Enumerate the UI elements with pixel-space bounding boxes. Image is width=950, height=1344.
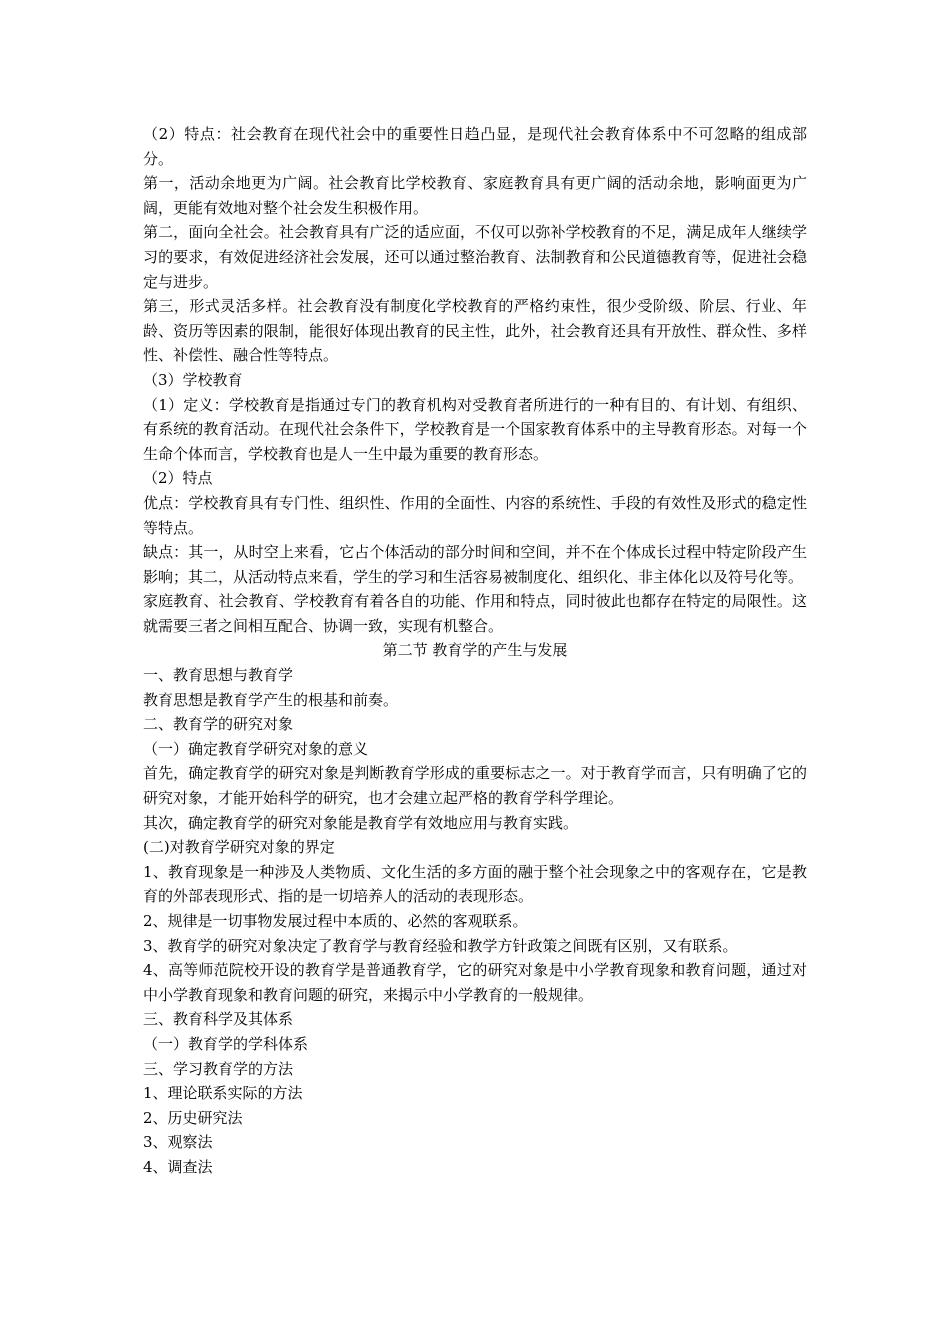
paragraph-first: 第一，活动余地更为广阔。社会教育比学校教育、家庭教育具有更广阔的活动余地，影响面更为广阔，更能有效地对整个社会发生积极作用。 <box>143 174 807 217</box>
paragraph-integration: 家庭教育、社会教育、学校教育有着各自的功能、作用和特点，同时彼此也都存在特定的局限性。这就需要三者之间相互配合、协调一致，实现有机整合。 <box>143 592 807 635</box>
subheading-features: （2）特点 <box>143 469 213 488</box>
paragraph-secondly: 其次，确定教育学的研究对象能是教育学有效地应用与教育实践。 <box>143 813 579 832</box>
paragraph-firstly: 首先，确定教育学的研究对象是判断教育学形成的重要标志之一。对于教育学而言，只有明确了它的研究对象，才能开始科学的研究，也才会建立起严格的教育学科学理论。 <box>143 764 807 808</box>
subheading-school-education: （3）学校教育 <box>143 370 243 389</box>
list-item-1: 1、教育现象是一种涉及人类物质、文化生活的多方面的融于整个社会现象之中的客观存在，它是教育的外部表现形式、指的是一切培养人的活动的表现形态。 <box>143 862 807 906</box>
method-item-3: 3、观察法 <box>143 1133 213 1152</box>
subheading-definition-object: (二)对教育学研究对象的界定 <box>143 838 335 857</box>
list-item-3: 3、教育学的研究对象决定了教育学与教育经验和教学方针政策之间既有区别，又有联系。 <box>143 936 738 955</box>
list-item-4: 4、高等师范院校开设的教育学是普通教育学，它的研究对象是中小学教育现象和教育问题，通过对中小学教育现象和教育问题的研究，来揭示中小学教育的一般规律。 <box>143 961 807 1004</box>
section-title: 第二节 教育学的产生与发展 <box>382 641 568 660</box>
method-item-2: 2、历史研究法 <box>143 1108 243 1127</box>
paragraph-disadvantages: 缺点：其一，从时空上来看，它占个体活动的部分时间和空间，并不在个体成长过程中特定阶段产生影响；其二，从活动特点来看，学生的学习和生活容易被制度化、组织化、非主体化以及符号化等。 <box>143 543 807 586</box>
heading-research-object: 二、教育学的研究对象 <box>143 715 294 734</box>
subheading-significance: （一）确定教育学研究对象的意义 <box>143 739 369 758</box>
paragraph-education-thought: 教育思想是教育学产生的根基和前奏。 <box>143 690 399 709</box>
method-item-4: 4、调查法 <box>143 1157 213 1176</box>
method-item-1: 1、理论联系实际的方法 <box>143 1084 303 1103</box>
list-item-2: 2、规律是一切事物发展过程中本质的、必然的客观联系。 <box>143 912 528 930</box>
heading-education-thought: 一、教育思想与教育学 <box>143 666 294 685</box>
paragraph-second: 第二，面向全社会。社会教育具有广泛的适应面，不仅可以弥补学校教育的不足，满足成年人继续学习的要求，有效促进经济社会发展，还可以通过整治教育、法制教育和公民道德教育等，促进社会稳定与进步。 <box>143 223 807 291</box>
document-body <box>143 122 807 1180</box>
subheading-discipline-system: （一）教育学的学科体系 <box>143 1034 309 1053</box>
heading-learning-methods: 三、学习教育学的方法 <box>143 1059 294 1078</box>
paragraph-definition: （1）定义：学校教育是指通过专门的教育机构对受教育者所进行的一种有目的、有计划、有组织、有系统的教育活动。在现代社会条件下，学校教育是一个国家教育体系中的主导教育形态。对每一个生命个体而言，学校教育也是人一生中最为重要的教育形态。 <box>143 395 807 463</box>
paragraph-third: 第三，形式灵活多样。社会教育没有制度化学校教育的严格约束性，很少受阶级、阶层、行业、年龄、资历等因素的限制，能很好体现出教育的民主性，此外，社会教育还具有开放性、群众性、多样性、补偿性、融合性等特点。 <box>143 297 807 365</box>
paragraph-features: （2）特点：社会教育在现代社会中的重要性日趋凸显，是现代社会教育体系中不可忽略的组成部分。 <box>143 125 807 168</box>
paragraph-advantages: 优点：学校教育具有专门性、组织性、作用的全面性、内容的系统性、手段的有效性及形式的稳定性等特点。 <box>143 493 807 537</box>
heading-education-science: 三、教育科学及其体系 <box>143 1010 294 1029</box>
